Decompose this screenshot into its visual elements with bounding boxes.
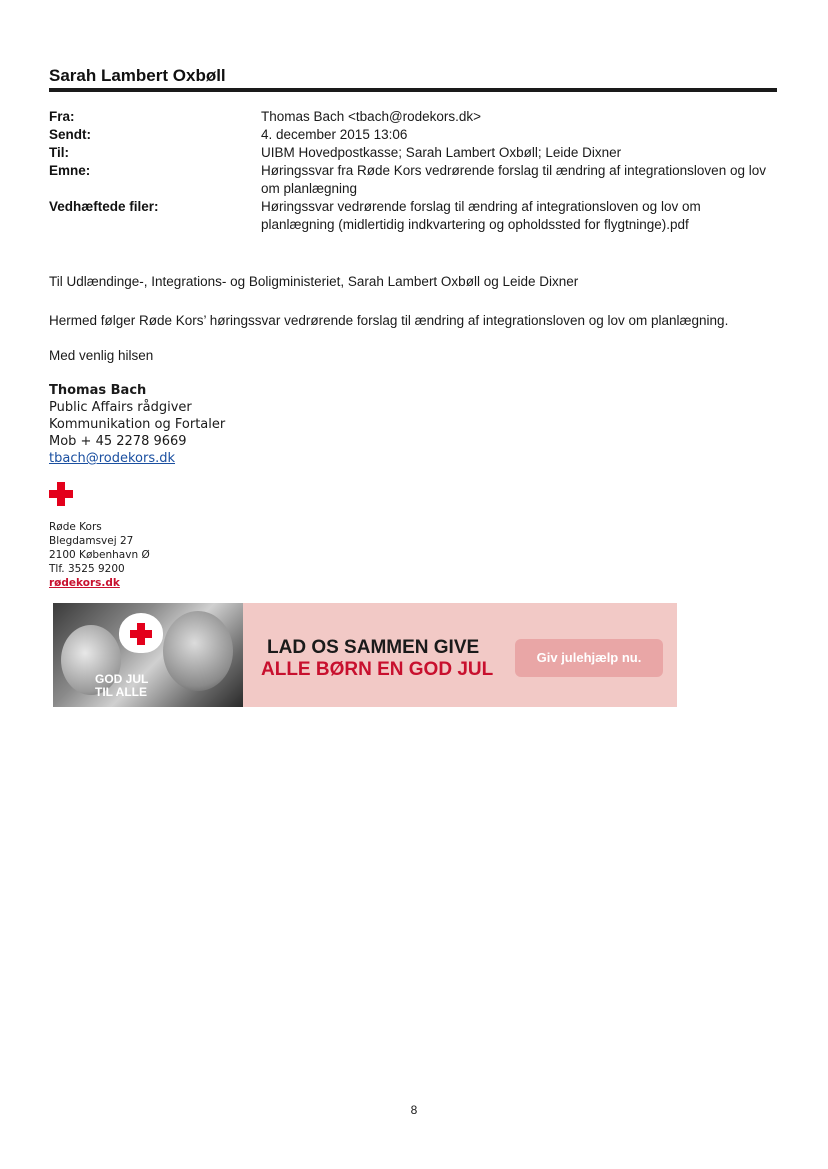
from-value: Thomas Bach <tbach@rodekors.dk> bbox=[261, 109, 482, 124]
donate-button[interactable]: Giv julehjælp nu. bbox=[515, 639, 663, 677]
christmas-campaign-banner[interactable] bbox=[53, 603, 677, 707]
greeting-text: Til Udlændinge-, Integrations- og Boligministeriet, Sarah Lambert Oxbøll og Leide Dixner bbox=[49, 274, 579, 289]
closing-text: Med venlig hilsen bbox=[49, 348, 154, 363]
banner-photo bbox=[53, 603, 243, 707]
org-city: 2100 København Ø bbox=[49, 549, 150, 561]
attachment-file[interactable]: Høringssvar vedrørende forslag til ændring af integrationsloven og lov om planlægning (midlertidig indkvartering og opholdssted for flygtninge).pdf bbox=[261, 199, 701, 232]
header-row-subject bbox=[49, 162, 769, 198]
banner-headline-1: LAD OS SAMMEN GIVE bbox=[267, 637, 480, 658]
banner-headline-2: ALLE BØRN EN GOD JUL bbox=[261, 659, 494, 680]
sent-value: 4. december 2015 13:06 bbox=[261, 127, 408, 142]
signature-block bbox=[49, 382, 225, 467]
child-photo-right bbox=[163, 611, 233, 691]
banner-slogan-line2: TIL ALLE bbox=[95, 685, 147, 699]
page-number: 8 bbox=[410, 1103, 418, 1117]
header-row-sent bbox=[49, 126, 769, 144]
signature-mobile: Mob + 45 2278 9669 bbox=[49, 434, 187, 449]
sent-label: Sendt: bbox=[49, 127, 91, 142]
org-name: Røde Kors bbox=[49, 521, 102, 533]
banner-slogan-line1: GOD JUL bbox=[95, 672, 149, 686]
org-street: Blegdamsvej 27 bbox=[49, 535, 134, 547]
signature-department: Kommunikation og Fortaler bbox=[49, 417, 226, 432]
banner-slogan bbox=[95, 673, 148, 699]
banner-text-panel bbox=[243, 603, 677, 707]
mailbox-owner-name: Sarah Lambert Oxbøll bbox=[49, 66, 226, 85]
red-cross-logo-icon bbox=[49, 482, 73, 506]
signature-title: Public Affairs rådgiver bbox=[49, 400, 192, 415]
email-header bbox=[49, 108, 769, 234]
header-row-from bbox=[49, 108, 769, 126]
org-phone: Tlf. 3525 9200 bbox=[49, 563, 125, 575]
header-row-to bbox=[49, 144, 769, 162]
signature-name: Thomas Bach bbox=[49, 383, 147, 398]
org-website-link[interactable]: rødekors.dk bbox=[49, 577, 120, 589]
header-rule bbox=[49, 88, 777, 92]
attachments-label: Vedhæftede filer: bbox=[49, 199, 159, 214]
to-value: UIBM Hovedpostkasse; Sarah Lambert Oxbøll; Leide Dixner bbox=[261, 145, 622, 160]
signature-email-link[interactable]: tbach@rodekors.dk bbox=[49, 451, 176, 466]
header-row-attachments bbox=[49, 198, 769, 234]
heart-cross-icon bbox=[119, 613, 163, 653]
body-paragraph: Hermed følger Røde Kors’ høringssvar vedrørende forslag til ændring af integrationsloven og lov om planlægning. bbox=[49, 313, 729, 328]
subject-value: Høringssvar fra Røde Kors vedrørende forslag til ændring af integrationsloven og lov om planlægning bbox=[261, 163, 766, 196]
subject-label: Emne: bbox=[49, 163, 91, 178]
from-label: Fra: bbox=[49, 109, 75, 124]
to-label: Til: bbox=[49, 145, 69, 160]
organization-address bbox=[49, 520, 150, 590]
